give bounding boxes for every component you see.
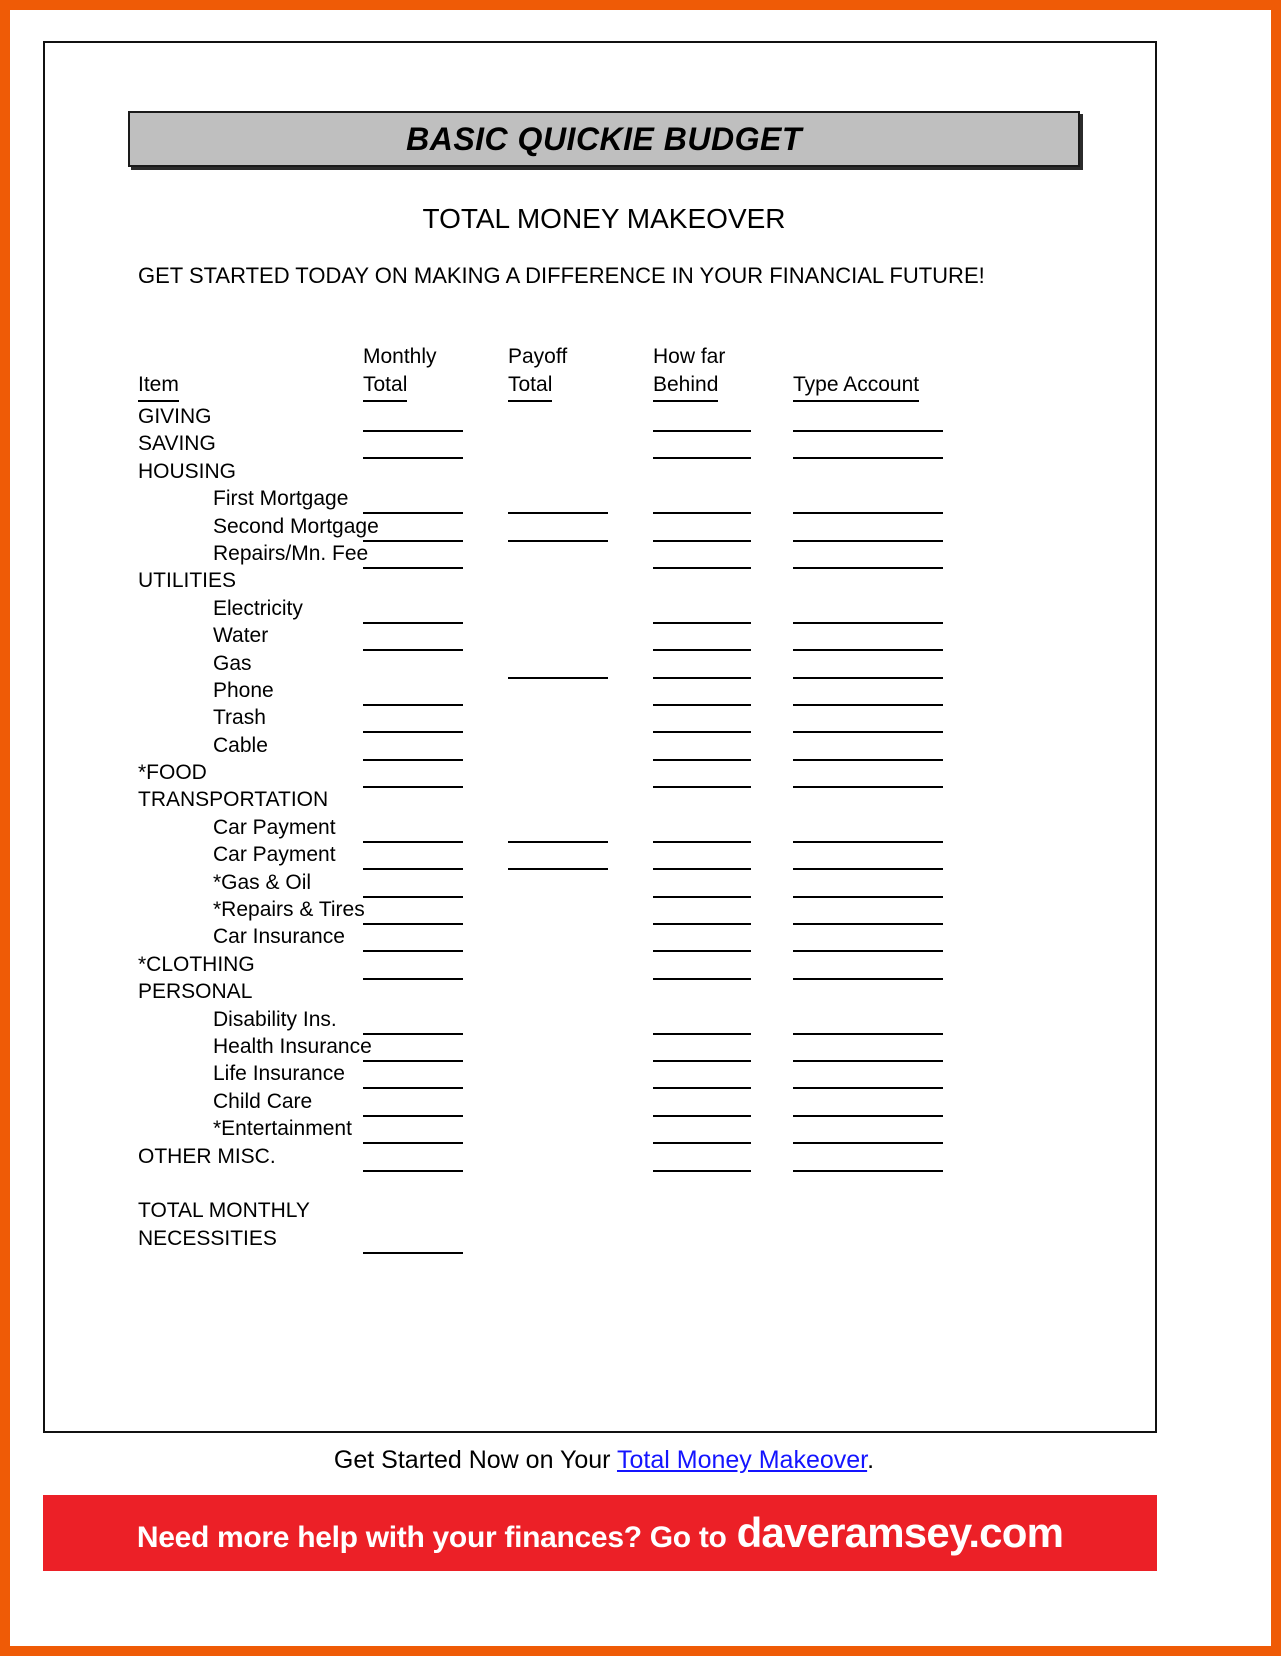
row-label: *FOOD	[138, 761, 207, 785]
row-label: Phone	[213, 678, 274, 702]
table-row	[138, 1008, 1118, 1035]
blank-field-monthly[interactable]	[363, 1252, 463, 1254]
row-label: Gas	[213, 651, 252, 675]
table-row	[138, 1145, 1118, 1172]
row-label: Health Insurance	[213, 1034, 372, 1058]
row-label: *Entertainment	[213, 1117, 352, 1141]
row-label: Second Mortgage	[213, 514, 379, 538]
row-label: Car Insurance	[213, 925, 345, 949]
cta-line	[128, 1446, 1080, 1475]
table-row	[138, 597, 1118, 624]
table-row	[138, 898, 1118, 925]
table-row	[138, 761, 1118, 788]
column-header-line2: Item	[138, 371, 179, 402]
column-header-line2: Total	[363, 371, 407, 402]
table-body	[138, 405, 1118, 1254]
table-row	[138, 980, 1118, 1007]
table-header-row	[138, 343, 1118, 405]
column-header-line2: Type Account	[793, 371, 919, 402]
promo-text: Need more help with your finances? Go to	[136, 1521, 727, 1554]
column-header-line2: Behind	[653, 371, 718, 402]
row-label: First Mortgage	[213, 487, 349, 511]
column-header-line1: Monthly	[363, 345, 437, 368]
table-row	[138, 652, 1118, 679]
column-header-line1: How far	[653, 345, 726, 368]
row-label: HOUSING	[138, 459, 237, 483]
row-label: TOTAL MONTHLY	[138, 1199, 310, 1223]
table-row	[138, 569, 1118, 596]
table-row	[138, 1035, 1118, 1062]
row-label: PERSONAL	[138, 980, 253, 1004]
table-row	[138, 843, 1118, 870]
cta-prefix: Get Started Now on Your	[333, 1446, 617, 1474]
row-label: UTILITIES	[138, 569, 237, 593]
table-row	[138, 460, 1118, 487]
promo-line	[137, 1509, 1063, 1557]
row-label: NECESSITIES	[138, 1226, 277, 1250]
row-label: Car Payment	[213, 815, 336, 839]
row-label: Water	[213, 624, 269, 648]
column-header	[653, 343, 725, 402]
row-label: Trash	[213, 706, 266, 730]
row-label: *Repairs & Tires	[213, 898, 365, 922]
table-row	[138, 624, 1118, 651]
column-header-line2: Total	[508, 371, 552, 402]
row-label: Cable	[213, 733, 268, 757]
table-row	[138, 925, 1118, 952]
row-label: Car Payment	[213, 843, 336, 867]
table-row	[138, 1090, 1118, 1117]
row-label: Life Insurance	[213, 1062, 345, 1086]
table-row	[138, 788, 1118, 815]
row-label: *Gas & Oil	[213, 870, 312, 894]
table-row	[138, 679, 1118, 706]
promo-domain[interactable]: daveramsey.com	[736, 1509, 1064, 1556]
table-row	[138, 1062, 1118, 1089]
row-label: TRANSPORTATION	[138, 788, 329, 812]
row-label: OTHER MISC.	[138, 1144, 276, 1168]
row-label: *CLOTHING	[138, 952, 255, 976]
tagline: GET STARTED TODAY ON MAKING A DIFFERENCE IN YOUR FINANCIAL FUTURE!	[138, 263, 985, 288]
table-row	[138, 1227, 1118, 1254]
row-label: SAVING	[138, 432, 216, 456]
title-banner	[128, 111, 1080, 167]
column-header	[138, 371, 179, 402]
table-row	[138, 515, 1118, 542]
table-row	[138, 1117, 1118, 1144]
row-label: Repairs/Mn. Fee	[213, 541, 369, 565]
table-row	[138, 542, 1118, 569]
column-header-line1: Payoff	[508, 345, 568, 368]
table-row	[138, 432, 1118, 459]
column-header	[508, 343, 567, 402]
cta-suffix: .	[867, 1446, 875, 1474]
table-row	[138, 1199, 1118, 1226]
row-label: Child Care	[213, 1089, 313, 1113]
column-header	[793, 371, 919, 402]
promo-banner	[43, 1495, 1157, 1571]
table-row	[138, 734, 1118, 761]
page-title: BASIC QUICKIE BUDGET	[406, 120, 802, 157]
table-row	[138, 816, 1118, 843]
row-label: GIVING	[138, 405, 212, 428]
row-label: Electricity	[213, 596, 303, 620]
total-money-makeover-link[interactable]: Total Money Makeover	[616, 1446, 868, 1474]
table-row	[138, 405, 1118, 432]
table-row	[138, 1172, 1118, 1199]
table-row	[138, 871, 1118, 898]
table-row	[138, 487, 1118, 514]
budget-table	[138, 343, 1118, 1254]
column-header	[363, 343, 437, 402]
row-label: Disability Ins.	[213, 1007, 337, 1031]
table-row	[138, 953, 1118, 980]
subtitle: TOTAL MONEY MAKEOVER	[422, 203, 786, 234]
table-row	[138, 706, 1118, 733]
document-sheet	[43, 41, 1157, 1474]
